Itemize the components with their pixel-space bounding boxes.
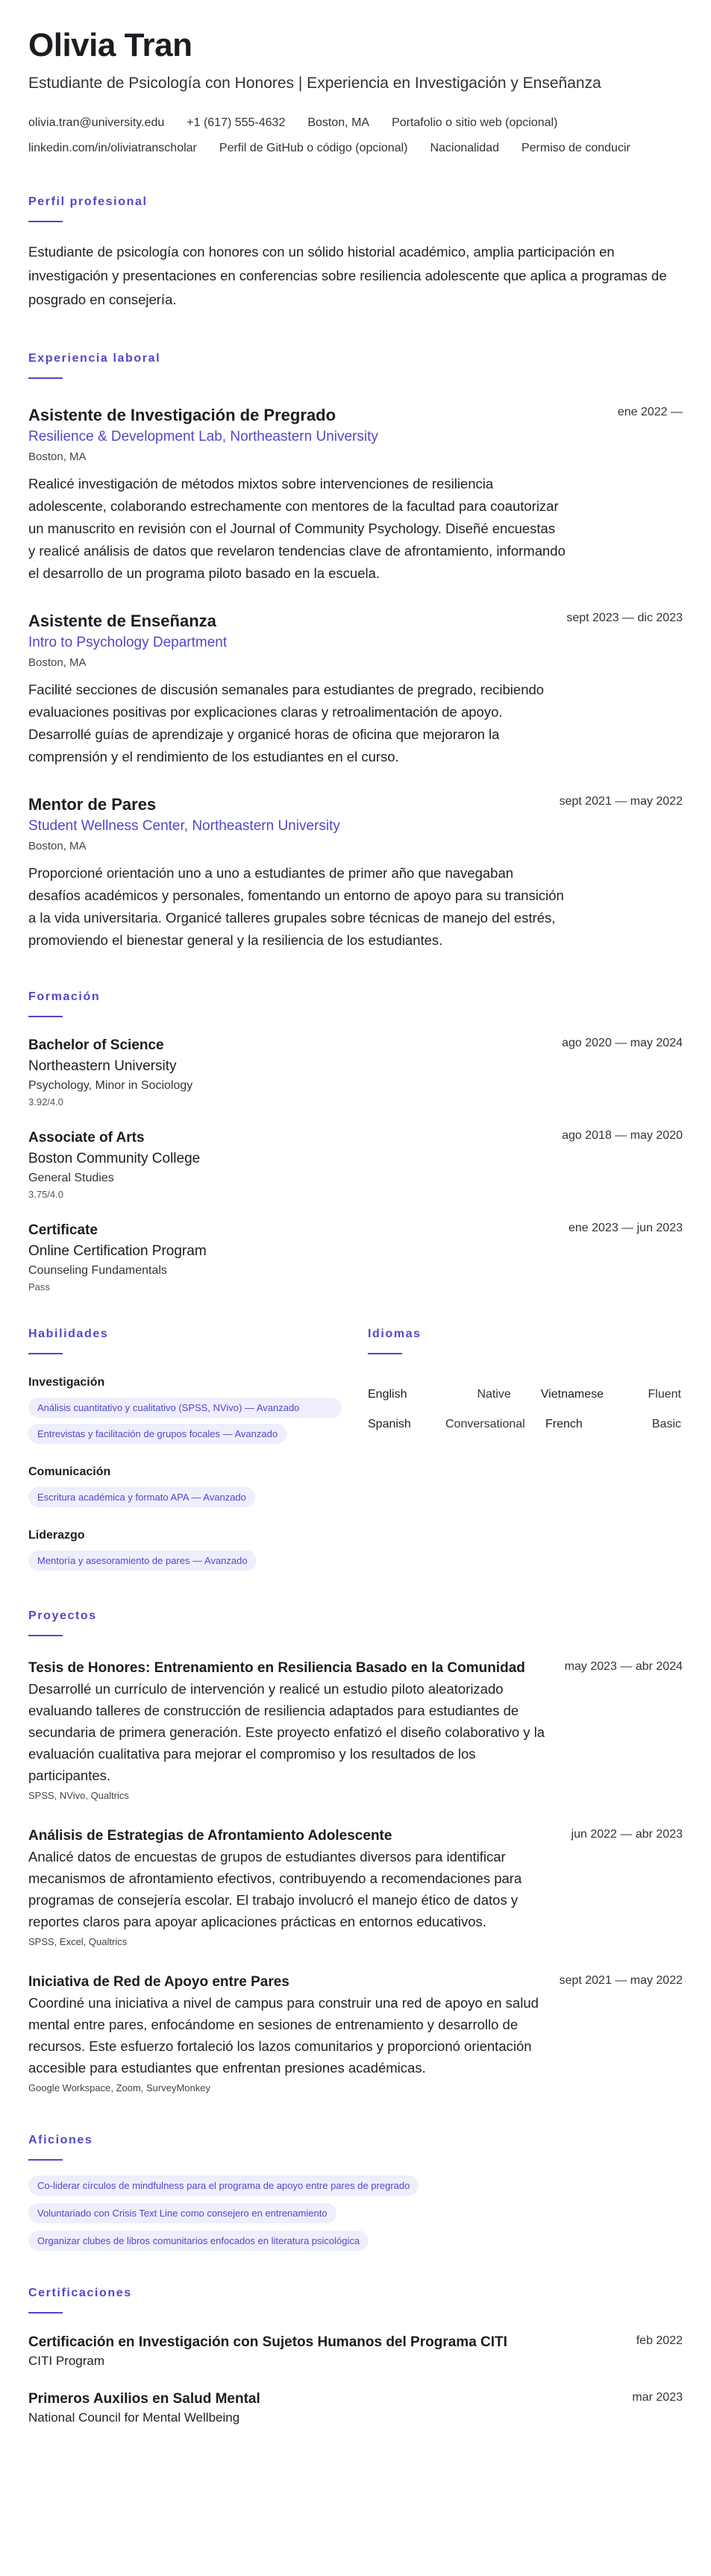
section-title-languages: Idiomas xyxy=(368,1328,422,1340)
education-degree: Bachelor of Science xyxy=(28,1037,164,1053)
certification-issuer: National Council for Mental Wellbeing xyxy=(28,2410,240,2425)
education-field: General Studies xyxy=(28,1172,114,1184)
hobby-chip: Co-liderar círculos de mindfulness para el programa de apoyo entre pares de pregrado xyxy=(28,2176,419,2196)
education-entry xyxy=(28,1128,683,1202)
section-title-profile: Perfil profesional xyxy=(28,195,148,208)
skills-section xyxy=(28,1326,368,1571)
skill-chip: Escritura académica y formato APA — Avanzado xyxy=(28,1487,255,1507)
language-name: French xyxy=(545,1418,583,1430)
certification-name: Certificación en Investigación con Sujetos Humanos del Programa CITI xyxy=(28,2334,507,2350)
experience-section xyxy=(28,351,683,952)
experience-description: Proporcioné orientación uno a uno a estudiantes de primer año que navegaban desafíos académicos y personales, fomentando un entorno de apoyo para su transición a la vida universitaria. Organicé talleres grupales sobre técnicas de manejo del estrés, promoviendo el bienestar general y la resiliencia de los estudiantes. xyxy=(28,865,564,948)
contact-phone[interactable]: +1 (617) 555-4632 xyxy=(187,116,286,129)
skill-group xyxy=(28,1463,368,1507)
project-tools: Google Workspace, Zoom, SurveyMonkey xyxy=(28,2082,210,2093)
project-entry xyxy=(28,1826,683,1950)
languages-section xyxy=(368,1326,681,1571)
education-section xyxy=(28,989,683,1295)
project-description: Analicé datos de encuestas de grupos de estudiantes diversos para identificar mecanismos de afrontamiento efectivos, contribuyendo a recomendaciones para programas de consejería escolar. El trabajo involucró el manejo ético de datos y reportes claros para apoyar aplicaciones prácticas en entornos educativos. xyxy=(28,1849,522,1929)
project-tools: SPSS, NVivo, Qualtrics xyxy=(28,1790,129,1801)
skill-group xyxy=(28,1527,368,1571)
certification-entry xyxy=(28,2390,683,2427)
section-title-projects: Proyectos xyxy=(28,1609,97,1622)
education-field: Psychology, Minor in Sociology xyxy=(28,1079,193,1092)
language-list xyxy=(368,1380,681,1439)
certification-issuer: CITI Program xyxy=(28,2354,105,2368)
experience-role: Asistente de Investigación de Pregrado xyxy=(28,406,336,424)
experience-entry xyxy=(28,404,683,585)
education-dates: ago 2020 — may 2024 xyxy=(562,1037,683,1049)
certifications-section xyxy=(28,2285,683,2427)
skill-chip: Entrevistas y facilitación de grupos focales — Avanzado xyxy=(28,1424,286,1444)
section-title-hobbies: Aficiones xyxy=(28,2134,93,2146)
skill-group xyxy=(28,1374,368,1444)
hobby-list xyxy=(28,2176,683,2251)
section-divider xyxy=(28,221,63,222)
language-row xyxy=(368,1380,681,1410)
project-name: Tesis de Honores: Entrenamiento en Resiliencia Basado en la Comunidad xyxy=(28,1660,525,1676)
certification-entry xyxy=(28,2333,683,2370)
skill-group-name: Comunicación xyxy=(28,1466,111,1478)
skill-chip: Análisis cuantitativo y cualitativo (SPSS, NVivo) — Avanzado xyxy=(28,1398,342,1418)
project-dates: jun 2022 — abr 2023 xyxy=(571,1828,683,1841)
project-name: Análisis de Estrategias de Afrontamiento Adolescente xyxy=(28,1828,392,1844)
contact-list xyxy=(28,110,670,161)
education-degree: Certificate xyxy=(28,1222,98,1238)
project-dates: may 2023 — abr 2024 xyxy=(564,1660,683,1673)
project-dates: sept 2021 — may 2022 xyxy=(559,1974,683,1987)
certification-date: feb 2022 xyxy=(636,2334,683,2347)
candidate-name: Olivia Tran xyxy=(28,27,192,63)
experience-description: Realicé investigación de métodos mixtos sobre intervenciones de resiliencia adolescente, colaborando estrechamente con mentores de la facultad para coautorizar un manuscrito en revisión con el Journal of Community Psychology. Diseñé encuestas y realicé análisis de datos que revelaron tendencias clave de afrontamiento, informando el desarrollo de un programa piloto basado en la escuela. xyxy=(28,476,566,581)
experience-entry xyxy=(28,794,683,952)
education-degree: Associate of Arts xyxy=(28,1130,145,1146)
education-entry xyxy=(28,1220,683,1295)
profile-section xyxy=(28,194,683,312)
experience-dates: ene 2022 — xyxy=(617,406,683,418)
education-score: 3.75/4.0 xyxy=(28,1189,63,1200)
section-divider xyxy=(28,377,63,379)
section-divider xyxy=(28,1016,63,1017)
hobby-chip: Voluntariado con Crisis Text Line como consejero en entrenamiento xyxy=(28,2203,336,2223)
education-score: Pass xyxy=(28,1281,50,1292)
experience-org: Intro to Psychology Department xyxy=(28,635,228,650)
education-dates: ene 2023 — jun 2023 xyxy=(568,1222,683,1234)
education-score: 3.92/4.0 xyxy=(28,1096,63,1108)
project-entry xyxy=(28,1659,683,1804)
section-divider xyxy=(368,1353,402,1354)
experience-dates: sept 2021 — may 2022 xyxy=(559,795,683,808)
project-description: Desarrollé un currículo de intervención y realicé un estudio piloto aleatorizado evaluando talleres de construcción de resiliencia adaptados para estudiantes de secundaria de primera generación. Este proyecto enfatizó el diseño colaborativo y la evaluación cualitativa para mejorar el compromiso y los resultados de los participantes. xyxy=(28,1681,545,1783)
section-divider xyxy=(28,2159,63,2161)
section-divider xyxy=(28,1353,63,1354)
contact-location: Boston, MA xyxy=(307,116,370,129)
project-name: Iniciativa de Red de Apoyo entre Pares xyxy=(28,1974,289,1990)
contact-driving-license: Permiso de conducir xyxy=(521,142,630,154)
projects-section xyxy=(28,1608,683,2096)
section-divider xyxy=(28,2312,63,2313)
language-name: Vietnamese xyxy=(540,1388,604,1401)
section-title-education: Formación xyxy=(28,990,101,1003)
language-level: Basic xyxy=(651,1418,681,1430)
contact-email[interactable]: olivia.tran@university.edu xyxy=(28,116,165,129)
project-description: Coordiné una iniciativa a nivel de campus para construir una red de apoyo en salud mental entre pares, enfocándome en sesiones de entrenamiento y desarrollo de recursos. Este esfuerzo fortaleció los lazos comunitarios y proporcionó orientación accesible para estudiantes que enfrentan presiones académicas. xyxy=(28,1995,539,2076)
education-school: Boston Community College xyxy=(28,1151,201,1166)
contact-linkedin[interactable]: linkedin.com/in/oliviatranscholar xyxy=(28,142,197,154)
education-dates: ago 2018 — may 2020 xyxy=(562,1129,683,1142)
language-row xyxy=(368,1410,681,1439)
candidate-headline: Estudiante de Psicología con Honores | Experiencia en Investigación y Enseñanza xyxy=(28,75,601,92)
language-level: Fluent xyxy=(648,1388,681,1401)
section-title-experience: Experiencia laboral xyxy=(28,352,161,365)
section-divider xyxy=(28,1635,63,1636)
section-title-skills: Habilidades xyxy=(28,1328,109,1340)
language-name: English xyxy=(368,1388,407,1401)
contact-github[interactable]: Perfil de GitHub o código (opcional) xyxy=(219,142,408,154)
profile-summary: Estudiante de psicología con honores con un sólido historial académico, amplia participación en investigación y presentaciones en conferencias sobre resiliencia adolescente que aplica a programas de posgrado en consejería. xyxy=(28,244,667,307)
language-name: Spanish xyxy=(368,1418,411,1430)
project-entry xyxy=(28,1973,683,2096)
language-level: Native xyxy=(477,1388,511,1401)
experience-location: Boston, MA xyxy=(28,656,87,669)
skills-languages-row xyxy=(28,1326,683,1571)
experience-role: Mentor de Pares xyxy=(28,795,157,814)
experience-org: Student Wellness Center, Northeastern University xyxy=(28,818,340,834)
experience-location: Boston, MA xyxy=(28,840,87,852)
project-tools: SPSS, Excel, Qualtrics xyxy=(28,1936,128,1947)
education-school: Online Certification Program xyxy=(28,1243,207,1259)
skill-chip: Mentoría y asesoramiento de pares — Avanzado xyxy=(28,1551,257,1571)
skill-group-name: Liderazgo xyxy=(28,1529,85,1542)
contact-portfolio[interactable]: Portafolio o sitio web (opcional) xyxy=(392,116,558,129)
experience-entry xyxy=(28,610,683,768)
resume-header xyxy=(28,25,683,161)
skill-group-name: Investigación xyxy=(28,1376,105,1389)
experience-org: Resilience & Development Lab, Northeastern University xyxy=(28,429,378,444)
certification-date: mar 2023 xyxy=(632,2391,683,2404)
education-field: Counseling Fundamentals xyxy=(28,1264,167,1277)
hobbies-section xyxy=(28,2132,683,2251)
education-school: Northeastern University xyxy=(28,1058,177,1074)
certification-name: Primeros Auxilios en Salud Mental xyxy=(28,2391,260,2407)
experience-role: Asistente de Enseñanza xyxy=(28,612,216,630)
hobby-chip: Organizar clubes de libros comunitarios enfocados en literatura psicológica xyxy=(28,2231,369,2251)
education-entry xyxy=(28,1035,683,1110)
experience-dates: sept 2023 — dic 2023 xyxy=(566,612,683,624)
contact-nationality: Nacionalidad xyxy=(430,142,499,154)
language-level: Conversational xyxy=(445,1418,525,1430)
section-title-certifications: Certificaciones xyxy=(28,2287,132,2299)
experience-location: Boston, MA xyxy=(28,450,87,463)
experience-description: Facilité secciones de discusión semanales para estudiantes de pregrado, recibiendo evaluaciones positivas por explicaciones claras y retroalimentación de apoyo. Desarrollé guías de aprendizaje y organicé horas de oficina que mejoraron la comprensión y el rendimiento de los estudiantes en el curso. xyxy=(28,682,545,764)
